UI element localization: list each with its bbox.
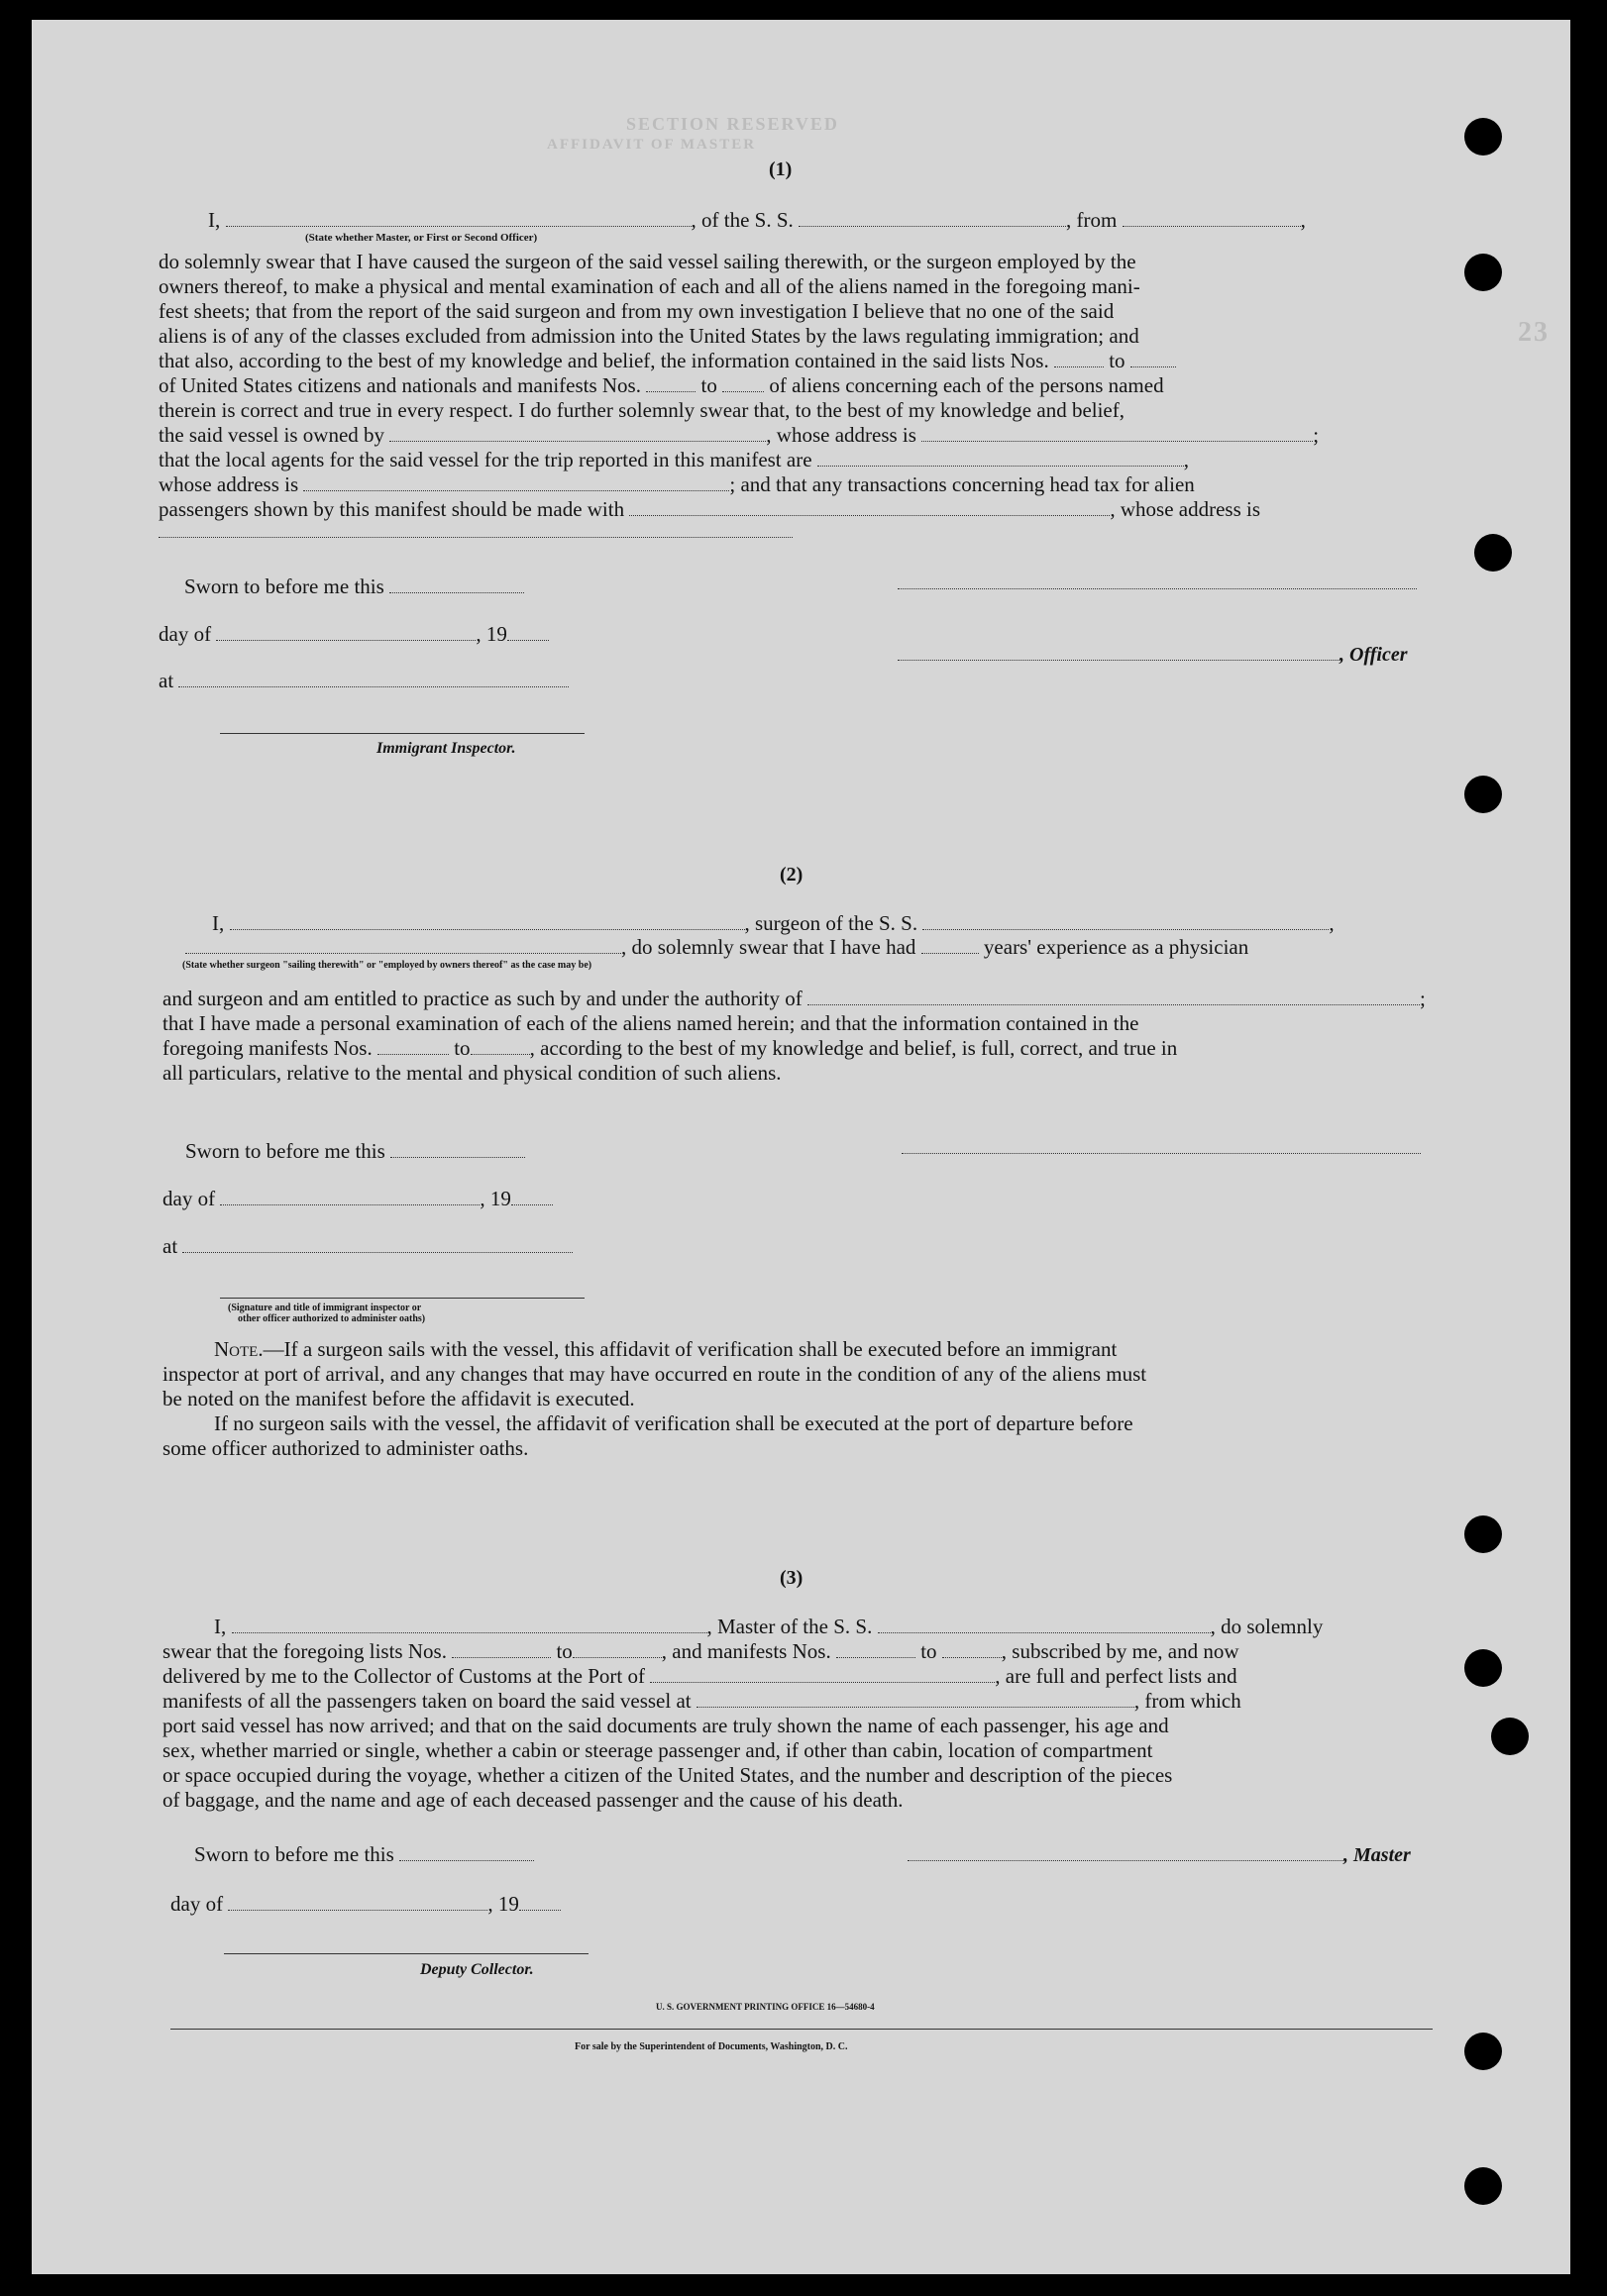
year-blank[interactable] xyxy=(507,624,549,641)
officer-signature-blank[interactable] xyxy=(898,588,1417,589)
s3-sworn-date-blank[interactable] xyxy=(399,1844,534,1861)
s2-manifests-from-blank[interactable] xyxy=(377,1038,449,1055)
officer-label: , Officer xyxy=(1339,644,1408,666)
s2-at: at xyxy=(162,1234,573,1259)
s1-body-line: do solemnly swear that I have caused the surgeon of the said vessel sailing therewith, or the surgeon employed by the xyxy=(159,250,1136,273)
s2-sworn-date-blank[interactable] xyxy=(390,1141,525,1158)
bleed-through-text: SECTION RESERVED xyxy=(626,114,839,134)
surgeon-signature-blank[interactable] xyxy=(902,1153,1421,1154)
s3-manifests-to-blank[interactable] xyxy=(942,1641,1002,1658)
master-label: , Master xyxy=(1343,1844,1411,1866)
section-1-number: (1) xyxy=(769,158,793,180)
s3-body-line: or space occupied during the voyage, whether a citizen of the United States, and the number and description of the pieces xyxy=(162,1763,1173,1787)
sale-imprint: For sale by the Superintendent of Documents, Washington, D. C. xyxy=(575,2041,848,2052)
s1-body-line: therein is correct and true in every respect. I do further solemnly swear that, to the best of my knowledge and belief, xyxy=(159,398,1125,422)
officer-rank-caption: (State whether Master, or First or Second Officer) xyxy=(305,232,538,244)
surgeon-status-blank[interactable] xyxy=(185,937,621,954)
s1-line-passengers: passengers shown by this manifest should be made with , whose address is xyxy=(159,497,1261,521)
note-line: If no surgeon sails with the vessel, the affidavit of verification shall be executed at the port of departure before xyxy=(214,1411,1133,1435)
owner-blank[interactable] xyxy=(389,425,766,442)
authority-blank[interactable] xyxy=(807,989,1420,1005)
officer-name-blank[interactable] xyxy=(226,210,692,227)
inspector-title: Immigrant Inspector. xyxy=(376,740,516,757)
collector-title: Deputy Collector. xyxy=(420,1961,534,1978)
note-label: Note. xyxy=(214,1337,264,1361)
punch-hole xyxy=(1464,118,1502,156)
surgeon-status-caption: (State whether surgeon "sailing therewith" or "employed by owners thereof" as the case may be) xyxy=(182,960,592,971)
s1-line-citizens: of United States citizens and nationals and manifests Nos. to of aliens concerning each of the persons named xyxy=(159,373,1164,397)
s3-body-line: sex, whether married or single, whether a cabin or steerage passenger and, if other than cabin, location of compartment xyxy=(162,1738,1153,1762)
s1-line-owned: the said vessel is owned by , whose address is ; xyxy=(159,423,1320,447)
note-line: inspector at port of arrival, and any changes that may have occurred en route in the condition of any of the aliens must xyxy=(162,1362,1147,1386)
s2-body-line: all particulars, relative to the mental and physical condition of such aliens. xyxy=(162,1061,782,1085)
owner-address-blank[interactable] xyxy=(921,425,1313,442)
s1-line-whose: whose address is ; and that any transactions concerning head tax for alien xyxy=(159,472,1195,496)
s2-line-experience: , do solemnly swear that I have had years' experience as a physician xyxy=(185,935,1248,960)
manifests-to-blank[interactable] xyxy=(722,375,764,392)
s2-line-surgeon: I, , surgeon of the S. S. , xyxy=(212,911,1335,935)
agents-blank[interactable] xyxy=(817,450,1184,467)
ship-name-blank[interactable] xyxy=(799,210,1066,227)
master-name-blank[interactable] xyxy=(232,1617,707,1633)
signature-caption: (Signature and title of immigrant inspector or xyxy=(228,1303,422,1313)
s3-line-port: delivered by me to the Collector of Customs at the Port of , are full and perfect lists and xyxy=(162,1664,1237,1688)
s1-day: day of , 19 xyxy=(159,622,549,647)
embarkation-port-blank[interactable] xyxy=(696,1691,1134,1708)
master-signature-blank[interactable] xyxy=(908,1844,1343,1861)
s2-ship-name-blank[interactable] xyxy=(922,913,1329,930)
s3-day-month-blank[interactable] xyxy=(228,1894,487,1911)
s3-lists-to-blank[interactable] xyxy=(573,1641,662,1658)
note-line: be noted on the manifest before the affidavit is executed. xyxy=(162,1387,635,1410)
s3-line-taken: manifests of all the passengers taken on board the said vessel at , from which xyxy=(162,1689,1241,1713)
s1-line-nos: that also, according to the best of my knowledge and belief, the information contained in the said lists Nos. to xyxy=(159,349,1176,373)
s3-year-blank[interactable] xyxy=(519,1894,561,1911)
s2-sworn: Sworn to before me this xyxy=(185,1139,525,1164)
s2-year-blank[interactable] xyxy=(511,1189,553,1205)
bleed-through-text: AFFIDAVIT OF MASTER xyxy=(547,137,757,153)
punch-hole xyxy=(1464,776,1502,813)
surgeon-name-blank[interactable] xyxy=(230,913,745,930)
years-blank[interactable] xyxy=(921,937,979,954)
manifests-from-blank[interactable] xyxy=(646,375,696,392)
s3-body-line: port said vessel has now arrived; and that on the said documents are truly shown the name of each passenger, his age and xyxy=(162,1714,1169,1737)
s1-body-line: fest sheets; that from the report of the said surgeon and from my own investigation I believe that no one of the said xyxy=(159,299,1115,323)
officer-title-blank[interactable] xyxy=(898,644,1339,661)
section-2-number: (2) xyxy=(780,864,804,886)
agents-address-blank[interactable] xyxy=(303,474,729,491)
from-port-blank[interactable] xyxy=(1123,210,1301,227)
s1-body-line: owners thereof, to make a physical and mental examination of each and all of the aliens named in the foregoing mani- xyxy=(159,274,1140,298)
signature-caption: other officer authorized to administer oaths) xyxy=(238,1313,426,1324)
head-tax-party-blank[interactable] xyxy=(629,499,1110,516)
day-month-blank[interactable] xyxy=(216,624,476,641)
s3-lists-from-blank[interactable] xyxy=(452,1641,551,1658)
s2-line-manifests: foregoing manifests Nos. to , according to the best of my knowledge and belief, is full, correct, and true in xyxy=(162,1036,1178,1060)
lists-from-blank[interactable] xyxy=(1054,351,1104,367)
section-3-number: (3) xyxy=(780,1567,804,1589)
s2-day-month-blank[interactable] xyxy=(220,1189,480,1205)
port-blank[interactable] xyxy=(650,1666,995,1683)
note-line: some officer authorized to administer oaths. xyxy=(162,1436,529,1460)
s2-day: day of , 19 xyxy=(162,1187,553,1211)
s2-place-blank[interactable] xyxy=(182,1236,573,1253)
s2-manifests-to-blank[interactable] xyxy=(471,1038,530,1055)
punch-hole xyxy=(1464,254,1502,291)
s3-manifests-from-blank[interactable] xyxy=(836,1641,915,1658)
bleed-through-number: 23 xyxy=(1518,317,1550,348)
gpo-imprint: U. S. GOVERNMENT PRINTING OFFICE 16—54680-4 xyxy=(656,2002,875,2012)
s1-sworn: Sworn to before me this xyxy=(184,574,524,599)
s2-line-practice: and surgeon and am entitled to practice as such by and under the authority of ; xyxy=(162,987,1426,1010)
punch-hole xyxy=(1474,534,1512,572)
s3-day: day of , 19 xyxy=(170,1892,561,1917)
s3-line-lists: swear that the foregoing lists Nos. to , and manifests Nos. to , subscribed by me, and now xyxy=(162,1639,1239,1663)
place-blank[interactable] xyxy=(178,671,569,687)
punch-hole xyxy=(1491,1718,1529,1755)
s1-line-officer: I, , of the S. S. , from , xyxy=(208,208,1306,232)
lists-to-blank[interactable] xyxy=(1130,351,1176,367)
s3-master xyxy=(908,1842,1411,1868)
s3-line-master: I, , Master of the S. S. , do solemnly xyxy=(214,1615,1324,1638)
s3-sworn: Sworn to before me this xyxy=(194,1842,534,1867)
footer-rule xyxy=(170,2029,1433,2030)
s3-ship-name-blank[interactable] xyxy=(878,1617,1211,1633)
s1-at: at xyxy=(159,669,569,693)
inspector-signature-line[interactable] xyxy=(220,733,585,734)
note-line: Note.—If a surgeon sails with the vessel, this affidavit of verification shall be executed before an immigrant xyxy=(214,1337,1118,1361)
s2-body-line: that I have made a personal examination of each of the aliens named herein; and that the information contained in the xyxy=(162,1011,1139,1035)
address-continuation-blank[interactable] xyxy=(159,537,793,538)
s2-inspector-signature-line[interactable] xyxy=(220,1298,585,1299)
s1-officer xyxy=(898,642,1408,668)
punch-hole xyxy=(1464,2033,1502,2070)
punch-hole xyxy=(1464,2167,1502,2205)
s1-body-line: aliens is of any of the classes excluded from admission into the United States by the laws regulating immigration; and xyxy=(159,324,1139,348)
manifest-reverse-page xyxy=(32,20,1570,2274)
s3-body-line: of baggage, and the name and age of each deceased passenger and the cause of his death. xyxy=(162,1788,904,1812)
punch-hole xyxy=(1464,1515,1502,1553)
s1-line-agents: that the local agents for the said vessel for the trip reported in this manifest are , xyxy=(159,448,1190,471)
collector-signature-line[interactable] xyxy=(224,1953,589,1954)
punch-hole xyxy=(1464,1649,1502,1687)
sworn-date-blank[interactable] xyxy=(389,576,524,593)
